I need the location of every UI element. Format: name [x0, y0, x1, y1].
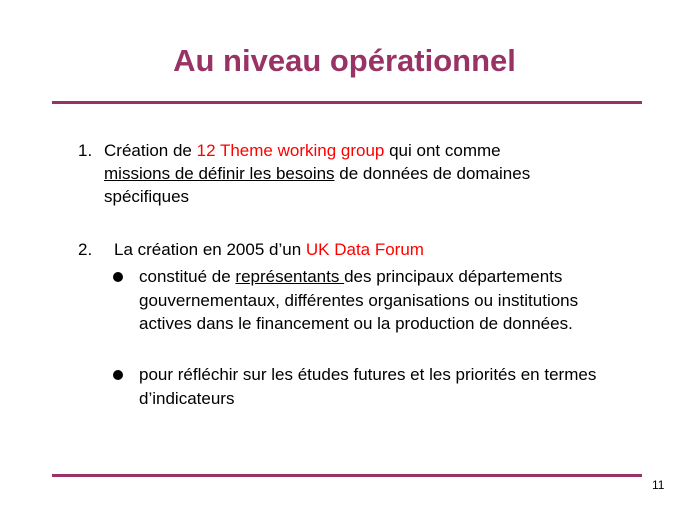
bullet-1-text — [139, 265, 609, 336]
item-1-text — [104, 139, 614, 208]
item-2-text — [114, 238, 614, 261]
bullet-1-suffix: des principaux départements gouvernementaux, différentes organisations ou institutions actives dans le financement ou la production de données. — [139, 267, 579, 333]
bullet-2-text: pour réfléchir sur les études futures et les priorités en termes d’indicateurs — [139, 365, 597, 408]
item-1-middle: qui ont comme — [384, 141, 501, 160]
item-2-number: 2. — [78, 240, 93, 259]
item-2-prefix: La création en 2005 d’un — [114, 240, 306, 259]
bullet-1-underlined: représentants — [235, 267, 345, 286]
footer-divider — [52, 474, 642, 477]
bullet-dot-icon — [113, 272, 123, 282]
item-1-suffix: de données de domaines spécifiques — [104, 164, 531, 206]
item-2-highlight: UK Data Forum — [305, 240, 424, 259]
bullet-dot-icon — [113, 370, 123, 380]
title-divider — [52, 101, 642, 104]
item-1-highlight: 12 Theme working group — [196, 141, 385, 160]
page-number: 11 — [652, 478, 665, 492]
item-1-number: 1. — [78, 141, 93, 160]
item-1-underlined: missions de définir les besoins — [104, 164, 335, 183]
item-1-prefix: Création de — [104, 141, 197, 160]
bullet-1-prefix: constitué de — [139, 267, 236, 286]
slide-title: Au niveau opérationnel — [173, 43, 516, 78]
